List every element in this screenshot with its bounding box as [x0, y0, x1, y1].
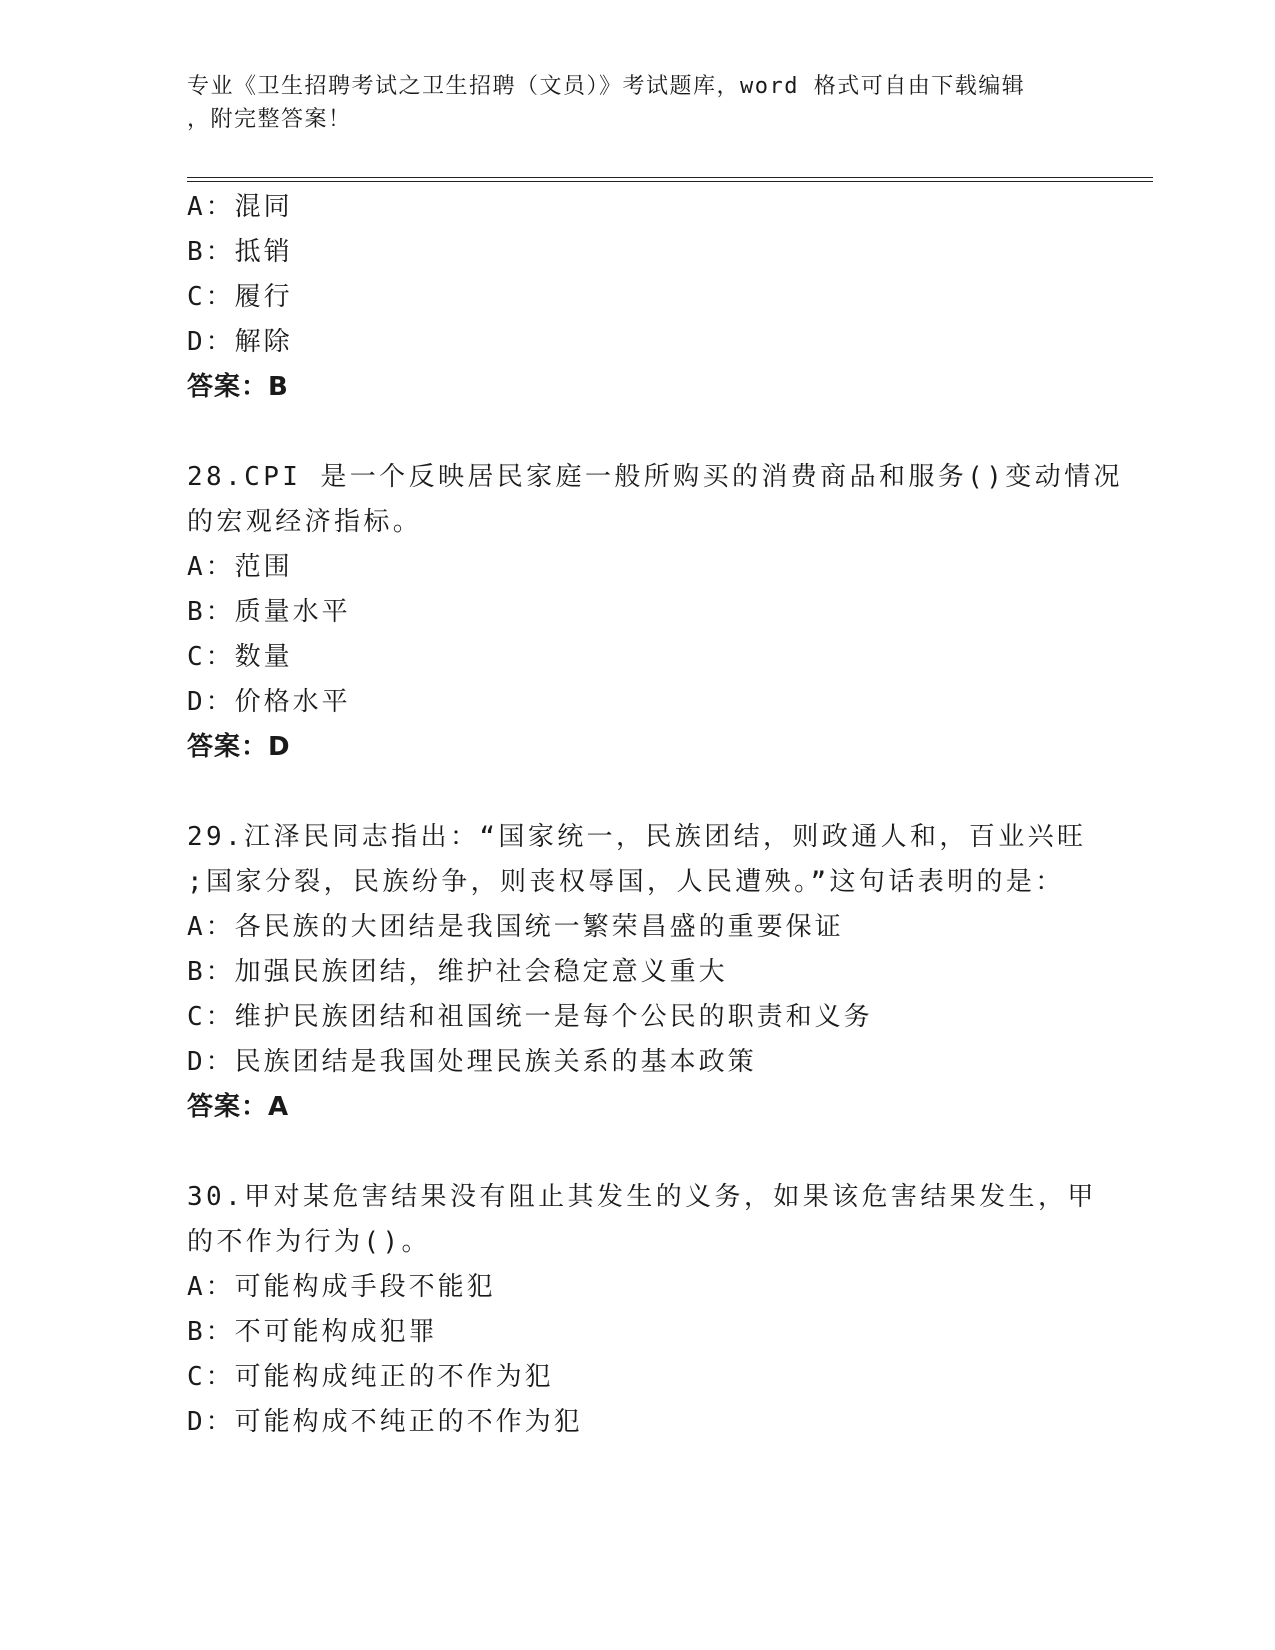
q27-option-b: B：抵销 — [187, 237, 293, 267]
q30-option-d: D：可能构成不纯正的不作为犯 — [187, 1407, 583, 1437]
q28-option-b: B：质量水平 — [187, 597, 351, 627]
q27-answer: 答案：B — [187, 372, 289, 402]
q29-option-b: B：加强民族团结，维护社会稳定意义重大 — [187, 957, 728, 987]
q28-answer: 答案：D — [187, 732, 291, 762]
q28-option-c: C：数量 — [187, 642, 293, 672]
q29-answer: 答案：A — [187, 1092, 290, 1122]
q29-question-line2: ;国家分裂，民族纷争，则丧权辱国，人民遭殃。”这句话表明的是： — [187, 867, 1065, 897]
q28-question-line1: 28.CPI 是一个反映居民家庭一般所购买的消费商品和服务()变动情况 — [187, 462, 1123, 492]
q30-option-b: B：不可能构成犯罪 — [187, 1317, 438, 1347]
q27-option-a: A：混同 — [187, 192, 293, 222]
q27-option-c: C：履行 — [187, 282, 293, 312]
q28-question-line2: 的宏观经济指标。 — [187, 507, 423, 537]
q29-option-a: A：各民族的大团结是我国统一繁荣昌盛的重要保证 — [187, 912, 844, 942]
q28-option-a: A：范围 — [187, 552, 293, 582]
q29-question-line1: 29.江泽民同志指出：“国家统一，民族团结，则政通人和，百业兴旺 — [187, 822, 1087, 852]
q30-question-line1: 30.甲对某危害结果没有阻止其发生的义务，如果该危害结果发生，甲 — [187, 1182, 1097, 1212]
q28-option-d: D：价格水平 — [187, 687, 351, 717]
q29-option-c: C：维护民族团结和祖国统一是每个公民的职责和义务 — [187, 1002, 873, 1032]
q30-option-a: A：可能构成手段不能犯 — [187, 1272, 496, 1302]
q29-option-d: D：民族团结是我国处理民族关系的基本政策 — [187, 1047, 757, 1077]
q30-question-line2: 的不作为行为()。 — [187, 1227, 431, 1257]
q30-option-c: C：可能构成纯正的不作为犯 — [187, 1362, 554, 1392]
header-divider — [187, 177, 1153, 182]
document-header: 专业《卫生招聘考试之卫生招聘（文员）》考试题库，word 格式可自由下载编辑 ，附完整答案！ — [187, 74, 1026, 132]
q27-option-d: D：解除 — [187, 327, 293, 357]
